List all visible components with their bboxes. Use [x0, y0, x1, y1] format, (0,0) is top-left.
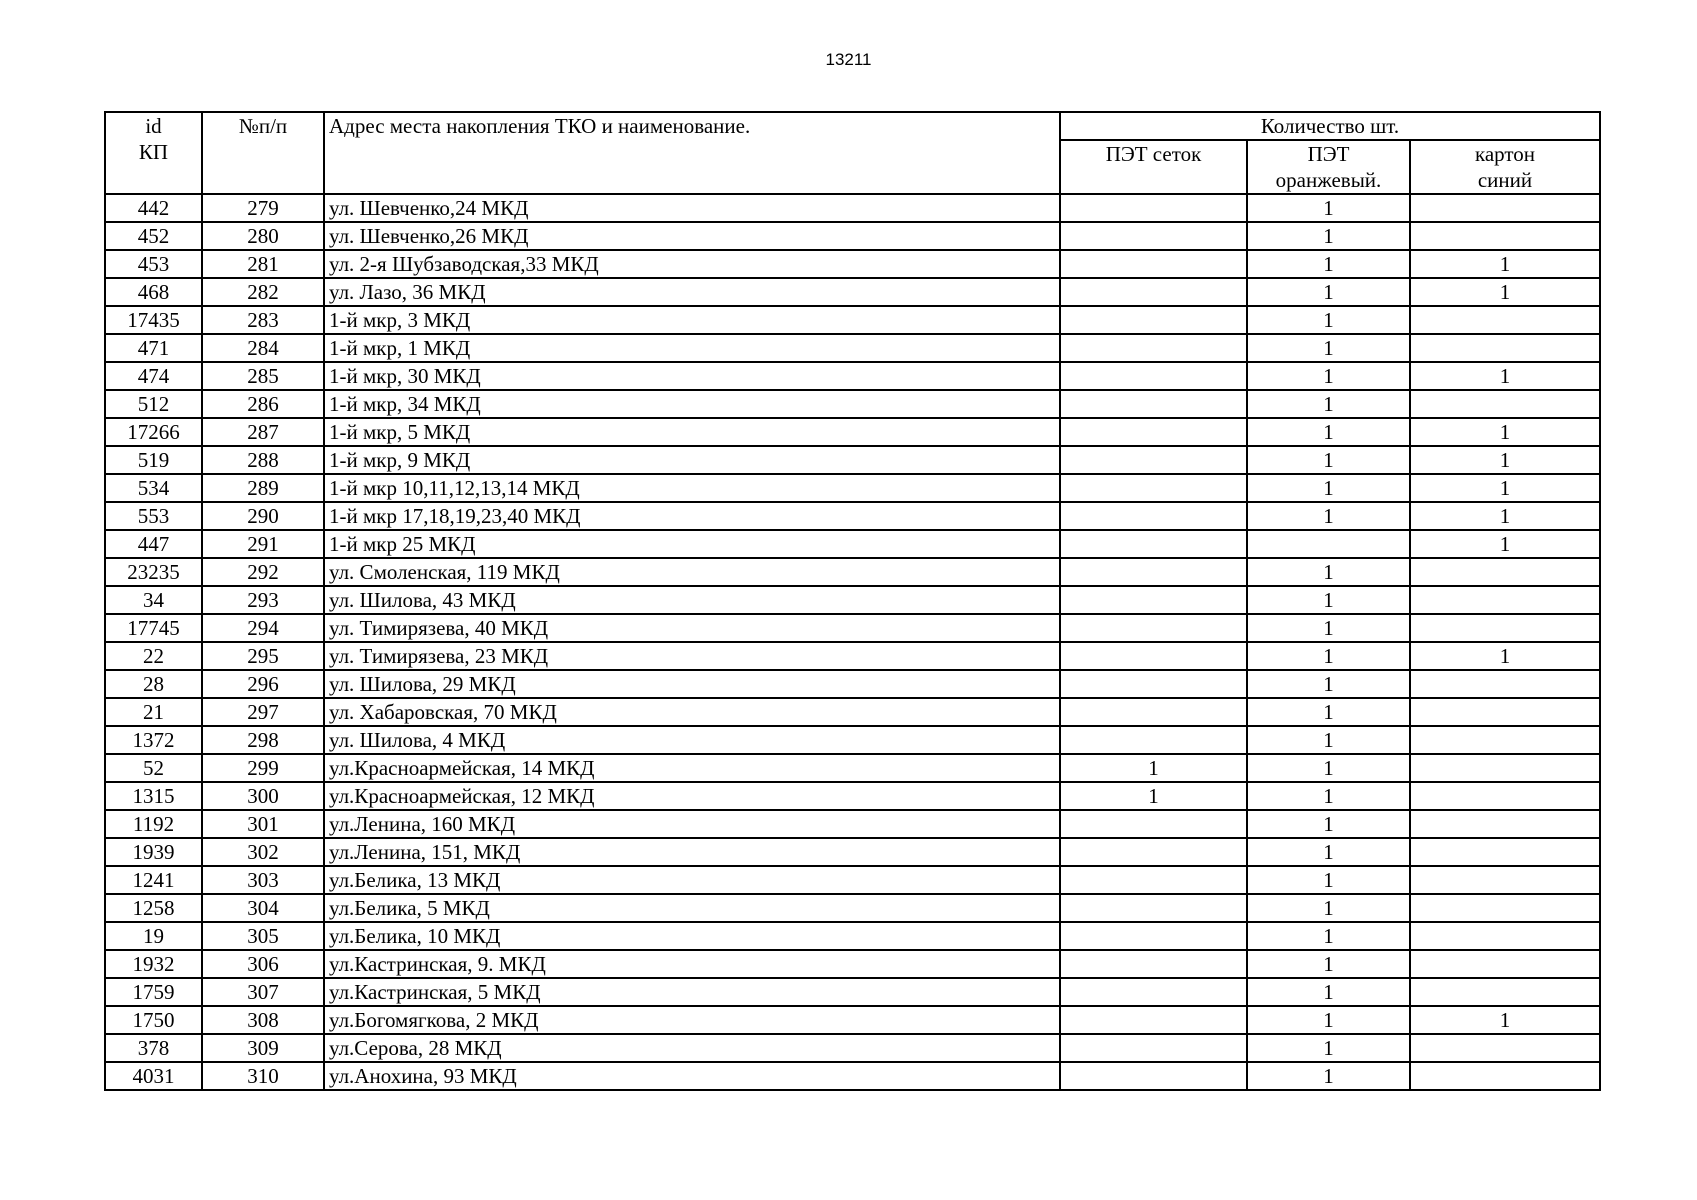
cell-pet-net: 1: [1060, 754, 1247, 782]
cell-pet-net: [1060, 222, 1247, 250]
cell-address: 1-й мкр, 9 МКД: [324, 446, 1060, 474]
cell-pet-orange: [1247, 530, 1410, 558]
header-pet-orange: [1247, 140, 1410, 194]
table-row: [105, 278, 1600, 306]
cell-carton: 1: [1410, 446, 1600, 474]
table-row: [105, 642, 1600, 670]
header-carton-line2: синий: [1477, 168, 1533, 192]
table-row: [105, 950, 1600, 978]
cell-pet-orange: 1: [1247, 278, 1410, 306]
cell-address: ул.Богомягкова, 2 МКД: [324, 1006, 1060, 1034]
cell-carton: [1410, 194, 1600, 222]
cell-id: 1750: [105, 1006, 202, 1034]
cell-address: ул. Лазо, 36 МКД: [324, 278, 1060, 306]
cell-carton: 1: [1410, 642, 1600, 670]
cell-address: ул.Красноармейская, 14 МКД: [324, 754, 1060, 782]
cell-pet-orange: 1: [1247, 670, 1410, 698]
cell-pet-net: [1060, 866, 1247, 894]
cell-pet-net: [1060, 390, 1247, 418]
cell-carton: [1410, 726, 1600, 754]
cell-num: 287: [202, 418, 324, 446]
cell-id: 447: [105, 530, 202, 558]
table-row: [105, 334, 1600, 362]
cell-pet-net: [1060, 306, 1247, 334]
page-number: 13211: [825, 50, 872, 69]
cell-id: 22: [105, 642, 202, 670]
cell-num: 296: [202, 670, 324, 698]
cell-num: 280: [202, 222, 324, 250]
table-row: [105, 530, 1600, 558]
cell-pet-net: [1060, 558, 1247, 586]
cell-carton: [1410, 866, 1600, 894]
cell-address: ул. Хабаровская, 70 МКД: [324, 698, 1060, 726]
cell-num: 294: [202, 614, 324, 642]
cell-num: 304: [202, 894, 324, 922]
cell-pet-net: [1060, 530, 1247, 558]
cell-num: 302: [202, 838, 324, 866]
cell-pet-net: [1060, 250, 1247, 278]
header-address: Адрес места накопления ТКО и наименование.: [324, 112, 1060, 194]
cell-pet-net: [1060, 334, 1247, 362]
cell-pet-net: [1060, 1034, 1247, 1062]
cell-num: 279: [202, 194, 324, 222]
cell-id: 17266: [105, 418, 202, 446]
cell-pet-orange: 1: [1247, 446, 1410, 474]
cell-address: ул. Тимирязева, 40 МКД: [324, 614, 1060, 642]
cell-pet-net: [1060, 474, 1247, 502]
cell-num: 283: [202, 306, 324, 334]
cell-id: 21: [105, 698, 202, 726]
cell-address: ул. Тимирязева, 23 МКД: [324, 642, 1060, 670]
cell-address: ул.Кастринская, 9. МКД: [324, 950, 1060, 978]
cell-address: 1-й мкр, 1 МКД: [324, 334, 1060, 362]
cell-id: 471: [105, 334, 202, 362]
table-row: [105, 390, 1600, 418]
table-row: [105, 810, 1600, 838]
cell-pet-orange: 1: [1247, 782, 1410, 810]
cell-pet-orange: 1: [1247, 306, 1410, 334]
cell-id: 378: [105, 1034, 202, 1062]
table-row: [105, 306, 1600, 334]
cell-pet-net: [1060, 810, 1247, 838]
cell-id: 1939: [105, 838, 202, 866]
cell-num: 310: [202, 1062, 324, 1090]
cell-carton: 1: [1410, 278, 1600, 306]
cell-id: 52: [105, 754, 202, 782]
cell-pet-net: [1060, 362, 1247, 390]
cell-num: 292: [202, 558, 324, 586]
cell-pet-orange: 1: [1247, 362, 1410, 390]
cell-pet-net: [1060, 1006, 1247, 1034]
cell-id: 512: [105, 390, 202, 418]
cell-pet-orange: 1: [1247, 1006, 1410, 1034]
cell-num: 290: [202, 502, 324, 530]
table-row: [105, 978, 1600, 1006]
cell-id: 23235: [105, 558, 202, 586]
table-row: [105, 418, 1600, 446]
header-carton-line1: картон: [1474, 142, 1536, 166]
table-row: [105, 1034, 1600, 1062]
cell-pet-orange: 1: [1247, 194, 1410, 222]
cell-num: 301: [202, 810, 324, 838]
cell-carton: [1410, 894, 1600, 922]
table-row: [105, 838, 1600, 866]
cell-carton: 1: [1410, 1006, 1600, 1034]
table-row: [105, 586, 1600, 614]
cell-pet-net: [1060, 1062, 1247, 1090]
cell-address: ул. Шилова, 43 МКД: [324, 586, 1060, 614]
header-pet-orange-line2: оранжевый.: [1275, 168, 1382, 192]
cell-address: ул.Белика, 5 МКД: [324, 894, 1060, 922]
cell-pet-net: 1: [1060, 782, 1247, 810]
cell-carton: [1410, 950, 1600, 978]
cell-num: 295: [202, 642, 324, 670]
cell-carton: [1410, 1062, 1600, 1090]
table-row: [105, 1006, 1600, 1034]
table-row: [105, 558, 1600, 586]
cell-pet-net: [1060, 670, 1247, 698]
cell-address: 1-й мкр, 3 МКД: [324, 306, 1060, 334]
cell-carton: [1410, 698, 1600, 726]
cell-num: 305: [202, 922, 324, 950]
cell-pet-orange: 1: [1247, 894, 1410, 922]
cell-id: 1932: [105, 950, 202, 978]
header-quantity: Количество шт.: [1060, 112, 1600, 140]
cell-address: ул. 2-я Шубзаводская,33 МКД: [324, 250, 1060, 278]
cell-num: 288: [202, 446, 324, 474]
table-body: [105, 194, 1600, 1090]
cell-carton: [1410, 306, 1600, 334]
cell-pet-orange: 1: [1247, 698, 1410, 726]
cell-address: ул.Ленина, 160 МКД: [324, 810, 1060, 838]
cell-address: ул.Белика, 10 МКД: [324, 922, 1060, 950]
cell-carton: [1410, 586, 1600, 614]
header-pet-orange-line1: ПЭТ: [1307, 142, 1350, 166]
cell-num: 306: [202, 950, 324, 978]
cell-id: 4031: [105, 1062, 202, 1090]
cell-address: ул.Ленина, 151, МКД: [324, 838, 1060, 866]
cell-pet-orange: 1: [1247, 390, 1410, 418]
cell-pet-net: [1060, 922, 1247, 950]
cell-id: 474: [105, 362, 202, 390]
cell-pet-orange: 1: [1247, 474, 1410, 502]
table-row: [105, 502, 1600, 530]
cell-pet-orange: 1: [1247, 810, 1410, 838]
cell-carton: [1410, 558, 1600, 586]
table-header: [105, 112, 1600, 194]
cell-id: 1759: [105, 978, 202, 1006]
cell-carton: [1410, 614, 1600, 642]
cell-num: 286: [202, 390, 324, 418]
cell-carton: [1410, 978, 1600, 1006]
cell-address: ул.Белика, 13 МКД: [324, 866, 1060, 894]
cell-pet-net: [1060, 950, 1247, 978]
cell-id: 468: [105, 278, 202, 306]
cell-address: ул.Анохина, 93 МКД: [324, 1062, 1060, 1090]
cell-num: 309: [202, 1034, 324, 1062]
table-row: [105, 194, 1600, 222]
cell-pet-net: [1060, 446, 1247, 474]
table-row: [105, 894, 1600, 922]
table-row: [105, 698, 1600, 726]
cell-pet-net: [1060, 698, 1247, 726]
cell-pet-orange: 1: [1247, 838, 1410, 866]
cell-id: 1258: [105, 894, 202, 922]
cell-pet-net: [1060, 418, 1247, 446]
cell-id: 34: [105, 586, 202, 614]
cell-id: 19: [105, 922, 202, 950]
table-row: [105, 782, 1600, 810]
cell-id: 17745: [105, 614, 202, 642]
header-carton: [1410, 140, 1600, 194]
cell-pet-orange: 1: [1247, 502, 1410, 530]
cell-carton: [1410, 782, 1600, 810]
cell-carton: 1: [1410, 418, 1600, 446]
cell-address: 1-й мкр, 30 МКД: [324, 362, 1060, 390]
cell-pet-net: [1060, 838, 1247, 866]
cell-carton: 1: [1410, 250, 1600, 278]
header-id-label: id: [145, 114, 162, 138]
cell-address: 1-й мкр 25 МКД: [324, 530, 1060, 558]
cell-pet-net: [1060, 978, 1247, 1006]
table-row: [105, 726, 1600, 754]
table-row: [105, 670, 1600, 698]
cell-id: 452: [105, 222, 202, 250]
cell-address: ул. Шилова, 4 МКД: [324, 726, 1060, 754]
cell-pet-orange: 1: [1247, 222, 1410, 250]
cell-num: 293: [202, 586, 324, 614]
cell-num: 303: [202, 866, 324, 894]
cell-pet-net: [1060, 586, 1247, 614]
cell-carton: [1410, 922, 1600, 950]
cell-pet-net: [1060, 194, 1247, 222]
cell-id: 17435: [105, 306, 202, 334]
cell-carton: [1410, 222, 1600, 250]
cell-num: 300: [202, 782, 324, 810]
cell-address: ул. Шилова, 29 МКД: [324, 670, 1060, 698]
cell-num: 281: [202, 250, 324, 278]
cell-carton: [1410, 1034, 1600, 1062]
cell-carton: 1: [1410, 530, 1600, 558]
cell-pet-orange: 1: [1247, 922, 1410, 950]
cell-pet-orange: 1: [1247, 726, 1410, 754]
table-row: [105, 866, 1600, 894]
cell-num: 297: [202, 698, 324, 726]
cell-address: 1-й мкр 10,11,12,13,14 МКД: [324, 474, 1060, 502]
cell-pet-orange: 1: [1247, 978, 1410, 1006]
table-row: [105, 362, 1600, 390]
cell-carton: 1: [1410, 362, 1600, 390]
table-row: [105, 446, 1600, 474]
cell-id: 442: [105, 194, 202, 222]
cell-id: 1315: [105, 782, 202, 810]
cell-carton: [1410, 838, 1600, 866]
cell-id: 1241: [105, 866, 202, 894]
cell-address: 1-й мкр, 5 МКД: [324, 418, 1060, 446]
cell-pet-orange: 1: [1247, 642, 1410, 670]
cell-carton: 1: [1410, 502, 1600, 530]
cell-num: 299: [202, 754, 324, 782]
cell-num: 298: [202, 726, 324, 754]
cell-num: 282: [202, 278, 324, 306]
cell-id: 1192: [105, 810, 202, 838]
cell-num: 291: [202, 530, 324, 558]
cell-pet-orange: 1: [1247, 614, 1410, 642]
cell-pet-net: [1060, 726, 1247, 754]
header-id-sub-label: КП: [138, 140, 169, 164]
cell-id: 519: [105, 446, 202, 474]
cell-address: ул.Кастринская, 5 МКД: [324, 978, 1060, 1006]
header-id: [105, 112, 202, 194]
cell-num: 307: [202, 978, 324, 1006]
table-row: [105, 614, 1600, 642]
cell-pet-orange: 1: [1247, 558, 1410, 586]
cell-pet-net: [1060, 894, 1247, 922]
cell-id: 28: [105, 670, 202, 698]
cell-address: ул.Серова, 28 МКД: [324, 1034, 1060, 1062]
cell-address: 1-й мкр 17,18,19,23,40 МКД: [324, 502, 1060, 530]
cell-pet-net: [1060, 614, 1247, 642]
cell-carton: [1410, 810, 1600, 838]
cell-num: 308: [202, 1006, 324, 1034]
cell-num: 289: [202, 474, 324, 502]
cell-id: 1372: [105, 726, 202, 754]
cell-address: ул. Шевченко,26 МКД: [324, 222, 1060, 250]
cell-address: ул.Красноармейская, 12 МКД: [324, 782, 1060, 810]
table-row: [105, 922, 1600, 950]
cell-pet-net: [1060, 502, 1247, 530]
collection-points-table: [104, 111, 1601, 1091]
header-pet-net: ПЭТ сеток: [1060, 140, 1247, 194]
cell-address: 1-й мкр, 34 МКД: [324, 390, 1060, 418]
cell-pet-orange: 1: [1247, 418, 1410, 446]
cell-pet-orange: 1: [1247, 866, 1410, 894]
header-row-top: [105, 112, 1600, 140]
table-row: [105, 250, 1600, 278]
cell-pet-orange: 1: [1247, 250, 1410, 278]
cell-pet-orange: 1: [1247, 586, 1410, 614]
cell-carton: [1410, 334, 1600, 362]
table-row: [105, 222, 1600, 250]
cell-pet-net: [1060, 642, 1247, 670]
cell-carton: [1410, 390, 1600, 418]
cell-pet-orange: 1: [1247, 754, 1410, 782]
cell-address: ул. Смоленская, 119 МКД: [324, 558, 1060, 586]
cell-id: 534: [105, 474, 202, 502]
cell-id: 553: [105, 502, 202, 530]
cell-id: 453: [105, 250, 202, 278]
cell-pet-orange: 1: [1247, 1034, 1410, 1062]
table-row: [105, 1062, 1600, 1090]
cell-carton: [1410, 670, 1600, 698]
cell-carton: 1: [1410, 474, 1600, 502]
table-row: [105, 754, 1600, 782]
cell-pet-net: [1060, 278, 1247, 306]
cell-pet-orange: 1: [1247, 950, 1410, 978]
cell-num: 284: [202, 334, 324, 362]
cell-pet-orange: 1: [1247, 1062, 1410, 1090]
cell-carton: [1410, 754, 1600, 782]
table-row: [105, 474, 1600, 502]
cell-address: ул. Шевченко,24 МКД: [324, 194, 1060, 222]
header-num: №п/п: [202, 112, 324, 194]
cell-pet-orange: 1: [1247, 334, 1410, 362]
cell-num: 285: [202, 362, 324, 390]
